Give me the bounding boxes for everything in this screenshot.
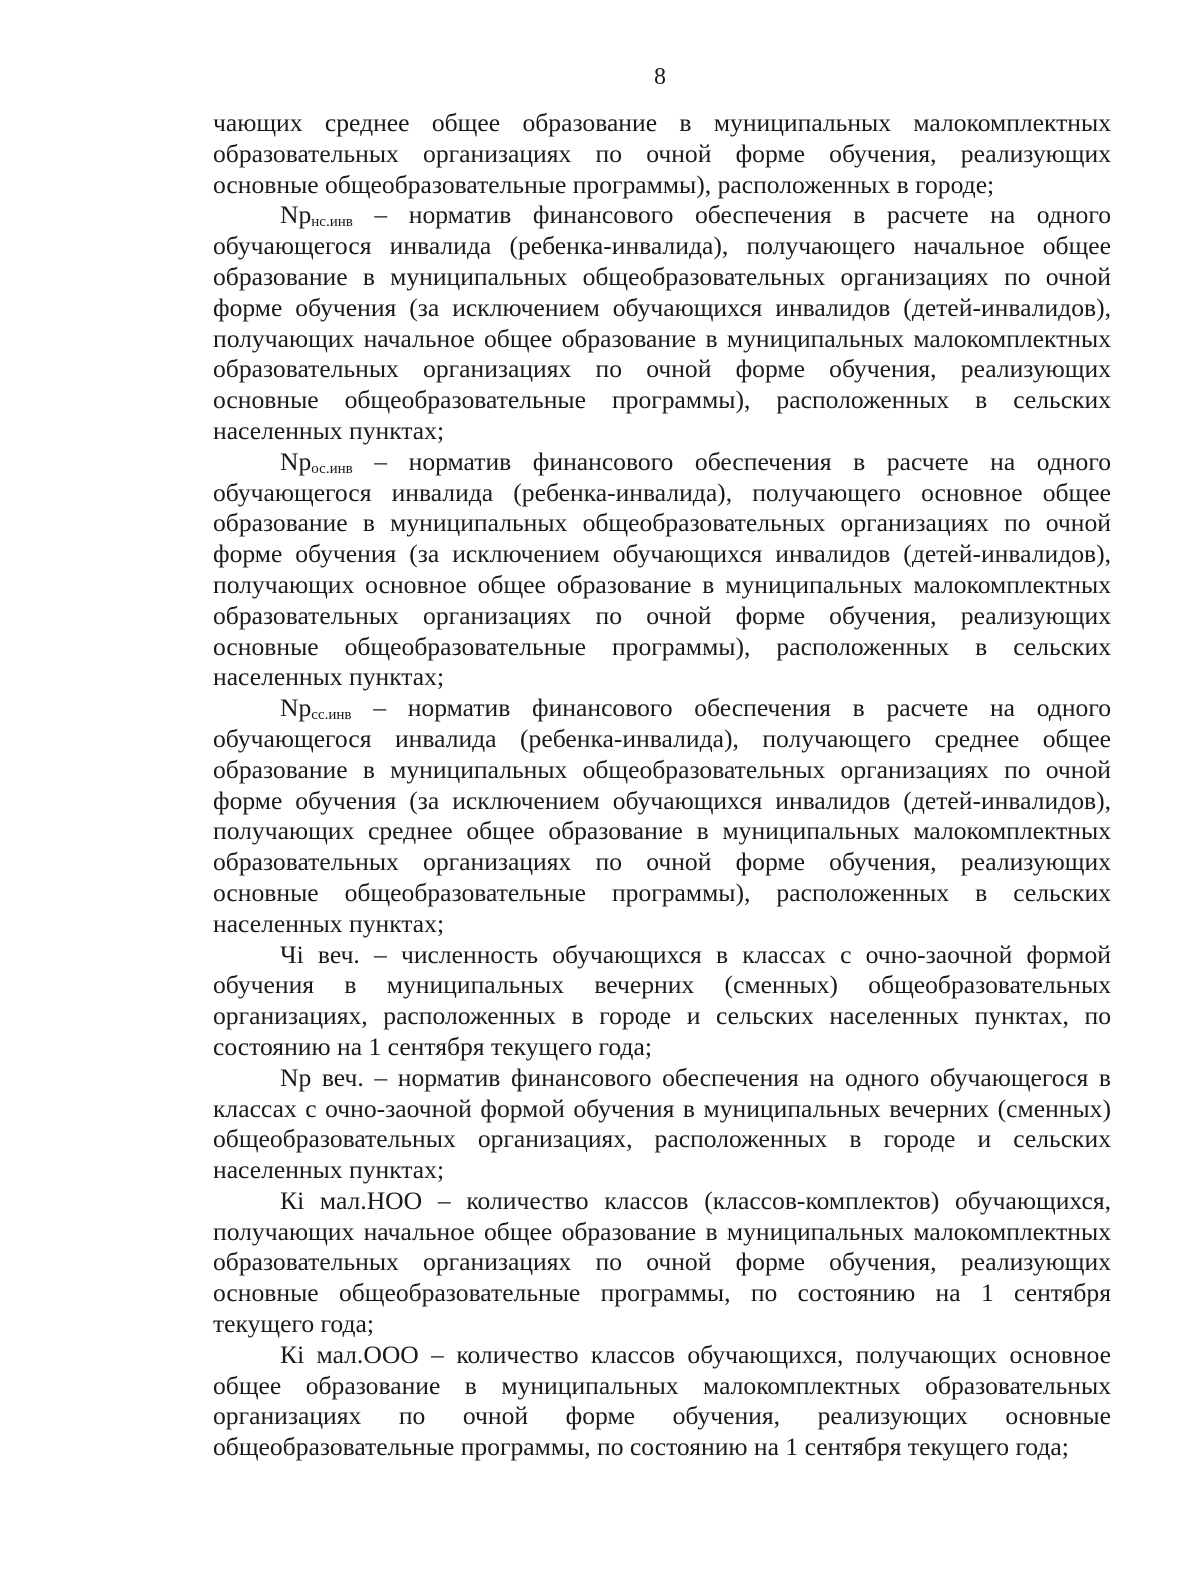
paragraph-text: Чi веч. – численность обучающихся в классах с очно-заочной формой обучения в муниципальных вечерних (сменных) общеобразовательных организациях, расположенных в городе и сельских населенных пунктах, по состоянию на 1 сентября текущего года; [213,939,1111,1061]
paragraph-text: Кi мал.ООО – количество классов обучающихся, получающих основное общее образование в муниципальных малокомплектных образовательных организациях по очной форме обучения, реализующих основные общеобразовательные программы, по состоянию на 1 сентября текущего года; [213,1339,1111,1462]
term-symbol: Np [280,446,312,476]
term-symbol: Np [280,200,312,230]
paragraph-text: – норматив финансового обеспечения в расчете на одного обучающегося инвалида (ребенка-инвалида), получающего начальное общее образование в муниципальных общеобразовательных организациях по очной форме обучения (за исключением обучающихся инвалидов (детей-инвалидов), получающих начальное общее образование в муниципальных малокомплектных образовательных организациях по очной форме обучения, реализующих основные общеобразовательные программы), расположенных в сельских населенных пунктах; [213,200,1111,445]
term-symbol: Np [280,693,312,723]
paragraph-text: чающих среднее общее образование в муниципальных малокомплектных образовательных организациях по очной форме обучения, реализующих основные общеобразовательные программы), расположенных в городе; [213,108,1111,199]
term-subscript: сс.инв [311,707,352,724]
page-number: 8 [654,64,666,90]
paragraph-np-os-inv [213,447,1111,693]
paragraph-text: Np веч. – норматив финансового обеспечения на одного обучающегося в классах с очно-заочной формой обучения в муниципальных вечерних (сменных) общеобразовательных организациях, расположенных в городе и сельских населенных пунктах; [213,1062,1111,1185]
paragraph-np-ns-inv [213,200,1111,446]
paragraph-ki-mal-noo [213,1186,1111,1340]
paragraph-np-vech [213,1063,1111,1186]
term-subscript: ос.инв [311,460,353,477]
term-subscript: нс.инв [311,214,353,231]
paragraph-ki-mal-ooo [213,1340,1111,1463]
paragraph-continuation [213,108,1111,200]
paragraph-chi-vech [213,940,1111,1063]
paragraph-text: – норматив финансового обеспечения в расчете на одного обучающегося инвалида (ребенка-инвалида), получающего основное общее образование в муниципальных общеобразовательных организациях по очной форме обучения (за исключением обучающихся инвалидов (детей-инвалидов), получающих основное общее образование в муниципальных малокомплектных образовательных организациях по очной форме обучения, реализующих основные общеобразовательные программы), расположенных в сельских населенных пунктах; [213,446,1111,692]
paragraph-np-ss-inv [213,693,1111,939]
document-body [213,108,1111,1463]
paragraph-text: – норматив финансового обеспечения в расчете на одного обучающегося инвалида (ребенка-инвалида), получающего среднее общее образование в муниципальных общеобразовательных организациях по очной форме обучения (за исключением обучающихся инвалидов (детей-инвалидов), получающих среднее общее образование в муниципальных малокомплектных образовательных организациях по очной форме обучения, реализующих основные общеобразовательные программы), расположенных в сельских населенных пунктах; [213,693,1111,938]
paragraph-text: Кi мал.НОО – количество классов (классов-комплектов) обучающихся, получающих начальное общее образование в муниципальных малокомплектных образовательных организациях по очной форме обучения, реализующих основные общеобразовательные программы, по состоянию на 1 сентября текущего года; [213,1185,1111,1339]
